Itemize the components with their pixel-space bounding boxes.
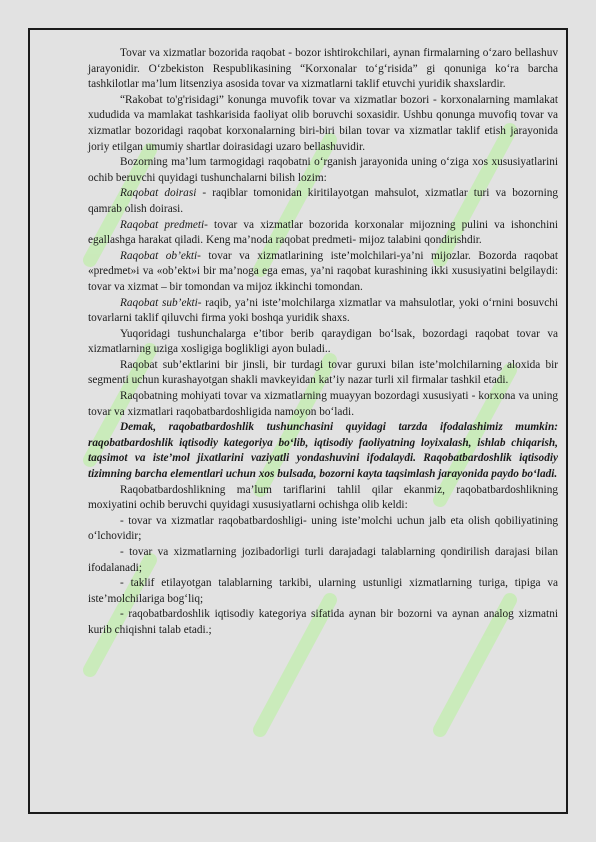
definition-term: Raqobat sub’ekti [120,296,198,309]
definition-text: - tovar va xizmatlar bozorida korxonalar mijozning pulini va ishonchini egallashga harakat qiladi. Keng ma’noda raqobat predmeti- mijoz talabini qondirishdir. [88,218,558,247]
list-item: - tovar va xizmatlarning jozibadorligi turli darajadagi talablarning qondirilish darajasi bilan ifodalanadi; [88,546,558,574]
paragraph: Raqobatbardoshlikning ma’lum tariflarini tahlil qilar ekanmiz, raqobatbardoshlikning moxiyatini ochib beruvchi quyidagi xususiyatlarni ochishga olib keldi: [88,483,558,512]
paragraph: “Rakobat to'g'risidagi” konunga muvofik tovar va xizmatlar bozori - korxonalarning mamlakat xududida va mamlakat tashkarisida faoliyat olib boruvchi soxasidir. Ushbu qonunga muvofiq tovar va xizmatlar bozoridagi raqobat korxonalarning biri-biri bilan tovar va xizmatlar taklif etish jarayonida joriy etilgan umumiy shartlar doirasidagi uzaro bellashuvidir. [88,93,558,153]
paragraph: Raqobatning mohiyati tovar va xizmatlarning muayyan bozordagi xususiyati - korxona va uning tovar va xizmatlari raqobatbardoshligida namoyon bo‘ladi. [88,390,558,418]
definition-term: Raqobat ob’ekti [120,249,198,262]
definition-text: - raqib, ya’ni iste’molchilarga xizmatlar va mahsulotlar, yoki o‘rnini bosuvchi tovarlarni taklif qiluvchi firma yoki boshqa yuridik shaxs. [88,296,558,325]
definition-paragraph [88,249,558,296]
bold-italic-paragraph: Demak, raqobatbardoshlik tushunchasini quyidagi tarzda ifodalashimiz mumkin: raqobatbardoshlik iqtisodiy kategoriya bo‘lib, iqtisodiy faoliyatning loyixalash, ishlab chiqarish, taqsimot va iste’mol jixatlarini vaziyatli yondashuvini ifodalaydi. Raqobatbardoshlik iqtisodiy tizimning barcha elementlari uchun xos bulsada, bozorni kayta taqsimlash jarayonida paydo bo‘ladi. [88,421,558,481]
definition-text: - tovar va xizmatlarining iste’molchilari-ya’ni mijozlar. Bozorda raqobat «predmet»i va «ob’ekt»i bir ma’noga ega emas, ya’ni raqobat kurashining ikki xususiyatini belgilaydi: tovar va xizmat – bir tomondan va mijoz ikkinchi tomondan. [88,249,558,293]
document-page [28,28,568,814]
paragraph: Yuqoridagi tushunchalarga e’tibor berib qaraydigan bo‘lsak, bozordagi raqobat tovar va xizmatlarning uziga xosligiga boglikligi ayon buladi.. [88,327,558,356]
list-item: - taklif etilayotgan talablarning tarkibi, ularning ustunligi xizmatlarning turiga, tipiga va iste’molchilariga bog‘liq; [88,577,558,605]
list-item: - tovar va xizmatlar raqobatbardoshligi- uning iste’molchi uchun jalb eta olish qobiliyatining o‘lchovidir; [88,514,558,543]
list-item: - raqobatbardoshlik iqtisodiy kategoriya sifatida aynan bir bozorni va aynan analog xizmatni kurib chiqishni talab etadi.; [88,608,558,636]
paragraph: Raqobat sub’ektlarini bir jinsli, bir turdagi tovar guruxi bilan iste’molchilarning aloxida bir segmenti uchun kurashayotgan shakli mavkeyidan kat’iy nazar turli xil firmalar tashkil etadi. [88,358,558,387]
definition-paragraph [88,186,558,217]
definition-paragraph [88,296,558,327]
definition-term: Raqobat predmeti [120,218,205,231]
paragraph: Tovar va xizmatlar bozorida raqobat - bozor ishtirokchilari, aynan firmalarning o‘zaro bellashuv jarayonidir. O‘zbekiston Respublikasining “Korxonalar to‘g‘risida” gi qonuniga ko‘ra barcha tashkilotlar ma’lum litsenziya asosida tovar va xizmatlarni taklif etuvchi yuridik shaxslardir. [88,47,558,91]
definition-text: - raqiblar tomonidan kiritilayotgan mahsulot, xizmatlar turi va bozorning qamrab olish doirasi. [88,187,559,215]
definition-term: Raqobat doirasi [120,187,197,200]
document-body [88,46,558,639]
paragraph: Bozorning ma’lum tarmogidagi raqobatni o‘rganish jarayonida uning o‘ziga xos xususiyatlarini ochib beruvchi quyidagi tushunchalarni bilish lozim: [88,156,558,184]
definition-paragraph [88,218,558,249]
